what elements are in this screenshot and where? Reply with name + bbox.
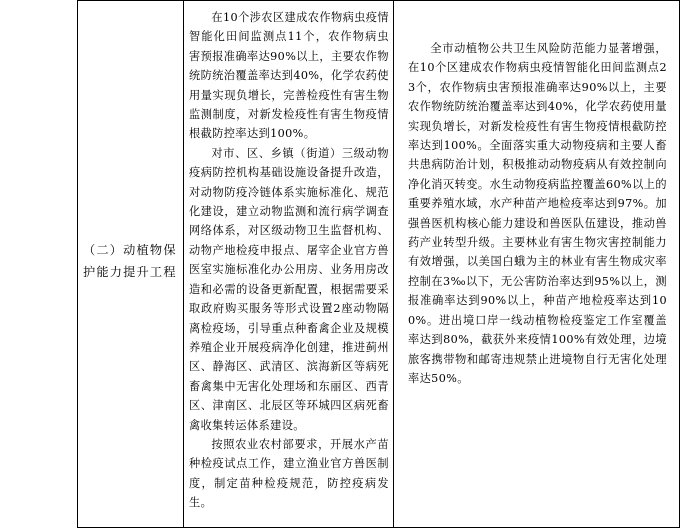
measures-cell [184,1,393,527]
category-label: （二）动植物保护能力提升工程 [83,243,177,279]
targets-cell [394,1,679,527]
category-cell [78,1,183,527]
measures-paragraph: 对市、区、乡镇（街道）三级动物疫病防控机构基础设施设备提升改造，对动物防疫冷链体系实施标准化、规范化建设，建立动物监测和流行病学调查网络体系，对区级动物卫生监督机构、动物产地检疫申报点、屠宰企业官方兽医室实施标准化办公用房、业务用房改造和必需的设备更新配置，根据需要采取政府购买服务等形式设置2座动物隔离检疫场，引导重点种畜禽企业及规模养殖企业开展疫病净化创建，推进蓟州区、静海区、武清区、滨海新区等病死畜禽集中无害化处理场和东丽区、西青区、津南区、北辰区等环城四区病死畜禽收集转运体系建设。 [189,146,389,432]
measures-paragraph: 在10个涉农区建成农作物病虫疫情智能化田间监测点11个，农作物病虫害预报准确率达90%以上，主要农作物统防统治覆盖率达到40%，化学农药使用量实现负增长，完善检疫性有害生物监测制度，对新发检疫性有害生物疫情根截防控率达到100%。 [189,11,389,141]
targets-paragraph: 全市动植物公共卫生风险防范能力显著增强，在10个区建成农作物病虫疫情智能化田间监测点23个，农作物病虫害预报准确率达90%以上，主要农作物统防统治覆盖率达到40%，化学农药使用量实现负增长，对新发检疫性有害生物疫情根截防控率达到100%。全面落实重大动物疫病和主要人畜共患病防治计划，积极推动动物疫病从有效控制向净化消灭转变。水生动物疫病监控覆盖60%以上的重要养殖水域，水产种苗产地检疫率达到97%。加强兽医机构核心能力建设和兽医队伍建设，推动兽药产业转型升级。主要林业有害生物灾害控制能力有效增强，以美国白蛾为主的林业有害生物成灾率控制在3‰以下，无公害防治率达到95%以上，测报准确率达到90%以上，种苗产地检疫率达到100%。进出境口岸一线动植物检疫鉴定工作室覆盖率达到80%，截获外来疫情100%有效处理，边境旅客携带物和邮寄违规禁止进境物自行无害化处理率达50%。 [408,42,667,385]
plan-table [77,0,680,528]
measures-paragraph: 按照农业农村部要求，开展水产苗种检疫试点工作，建立渔业官方兽医制度，制定苗种检疫规范，防控疫病发生。 [189,437,389,510]
